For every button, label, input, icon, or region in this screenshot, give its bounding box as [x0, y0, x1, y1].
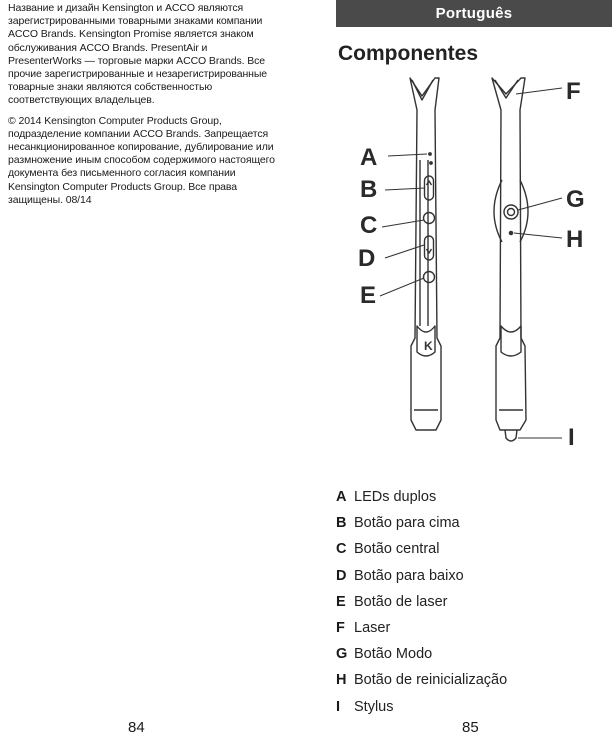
legend-key: B: [336, 515, 347, 532]
reset-button-dot: [509, 231, 512, 234]
legend-key: I: [336, 698, 341, 715]
callout-a: A: [360, 144, 378, 171]
side-view-tip: [495, 80, 518, 98]
legend-label: Botão para cima: [354, 515, 460, 532]
down-button: [425, 236, 434, 260]
legend-key: C: [336, 541, 347, 558]
stylus-tip: [505, 430, 517, 441]
legend-key: G: [336, 646, 348, 663]
callout-c: C: [360, 212, 378, 239]
leader-g: [518, 198, 562, 210]
center-button: [424, 213, 435, 224]
callout-f: F: [566, 78, 581, 105]
legend-label: Botão para baixo: [354, 567, 464, 584]
legend-row-e: [336, 589, 606, 615]
component-legend: [336, 484, 606, 720]
side-view-lower-panel: [501, 326, 521, 356]
callout-e: E: [360, 282, 377, 309]
leader-c: [382, 220, 424, 227]
legend-label: Stylus: [354, 698, 394, 715]
legal-notice: [8, 2, 276, 214]
legend-key: D: [336, 567, 347, 584]
legend-label: Botão de reinicialização: [354, 672, 508, 689]
legend-key: H: [336, 672, 347, 689]
page-number-left: 84: [128, 719, 145, 736]
led-dot-bottom: [430, 162, 432, 164]
language-header: Português: [336, 0, 612, 27]
legend-key: F: [336, 620, 345, 637]
legend-label: Botão de laser: [354, 593, 448, 610]
legend-row-a: [336, 484, 606, 510]
legend-row-h: [336, 667, 606, 693]
legend-row-g: [336, 641, 606, 667]
legend-label: Laser: [354, 620, 391, 637]
legend-label: Botão central: [354, 541, 440, 558]
down-button-arrow: [427, 249, 432, 253]
copyright-paragraph: © 2014 Kensington Computer Products Group, подразделение компании ACCO Brands. Запрещается несанкционированное копирование, дублирование или размножение иным способом содержимого настоящего документа без письменного согласия компании Kensington Computer Products Group. Все права защищены. 08/14: [8, 114, 275, 206]
up-button: [425, 176, 434, 200]
logo-mark: K: [424, 339, 433, 353]
legend-row-b: [336, 510, 606, 536]
legend-label: LEDs duplos: [354, 489, 437, 506]
legend-row-f: [336, 615, 606, 641]
leader-e: [380, 278, 424, 296]
callout-g: G: [566, 186, 585, 213]
trademark-paragraph: Название и дизайн Kensington и ACCO являются зарегистрированными товарными знаками компании ACCO Brands. Kensington Promise является знаком обслуживания ACCO Brands. PresentAir и PresenterWorks — торговые марки ACCO Brands. Все прочие зарегистрированные и незарегистрированные товарные знаки являются собственностью соответствующих владельцев.: [8, 2, 268, 107]
legend-key: A: [336, 489, 347, 506]
led-dot-top: [429, 153, 431, 155]
legend-row-i: [336, 694, 606, 720]
callout-h: H: [566, 226, 584, 253]
legend-row-c: [336, 536, 606, 562]
up-button-arrow: [427, 181, 432, 185]
leader-d: [385, 245, 424, 258]
front-view-tip: [412, 80, 433, 100]
legend-label: Botão Modo: [354, 646, 433, 663]
mode-button: [504, 205, 518, 219]
page-number-right: 85: [462, 719, 479, 736]
presenter-illustration: [340, 70, 612, 460]
presenter-diagram: [340, 70, 612, 460]
section-title: Componentes: [338, 42, 479, 65]
side-view-body: [492, 78, 526, 430]
leader-a: [388, 154, 427, 156]
front-view-body: [410, 78, 441, 430]
callout-d: D: [358, 245, 376, 272]
legend-key: E: [336, 593, 346, 610]
callout-i: I: [568, 424, 575, 451]
leader-b: [385, 188, 425, 190]
legend-row-d: [336, 563, 606, 589]
laser-button: [424, 272, 435, 283]
mode-button-inner: [508, 209, 515, 216]
callout-b: B: [360, 176, 378, 203]
